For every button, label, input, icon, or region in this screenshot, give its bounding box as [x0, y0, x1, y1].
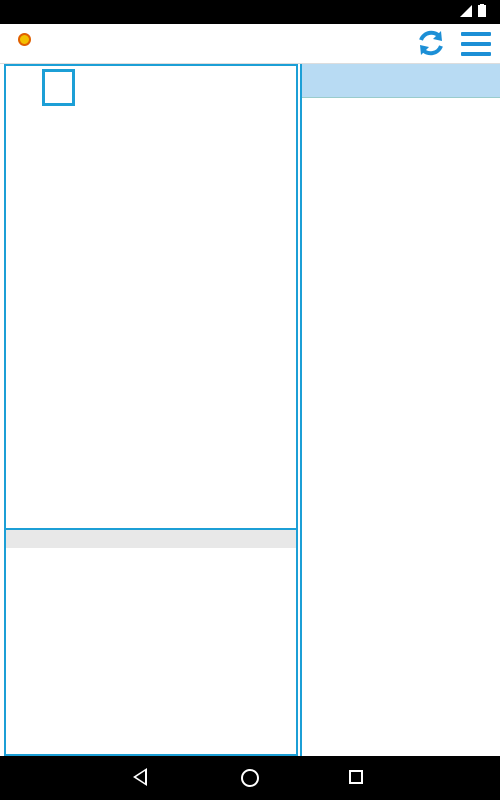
view-selector	[6, 66, 296, 110]
back-icon[interactable]	[133, 768, 147, 786]
details-header	[6, 528, 296, 548]
month-navigation	[6, 114, 296, 142]
status-bar	[0, 0, 500, 24]
clock-logo-icon	[18, 33, 31, 46]
recent-apps-icon[interactable]	[349, 770, 363, 784]
month-grid	[6, 157, 296, 523]
details-list	[6, 548, 296, 756]
month-view-button[interactable]	[42, 69, 75, 106]
battery-icon	[478, 4, 486, 17]
weekday-header	[6, 144, 296, 158]
events-panel	[300, 64, 500, 756]
signal-icon	[460, 5, 472, 17]
app-bar	[0, 24, 500, 64]
refresh-icon[interactable]	[416, 28, 446, 58]
app-logo	[18, 32, 31, 49]
system-nav-bar	[0, 756, 500, 800]
events-title	[302, 64, 500, 98]
home-icon[interactable]	[241, 769, 259, 787]
calendar-panel	[4, 64, 298, 756]
menu-icon[interactable]	[461, 32, 491, 56]
